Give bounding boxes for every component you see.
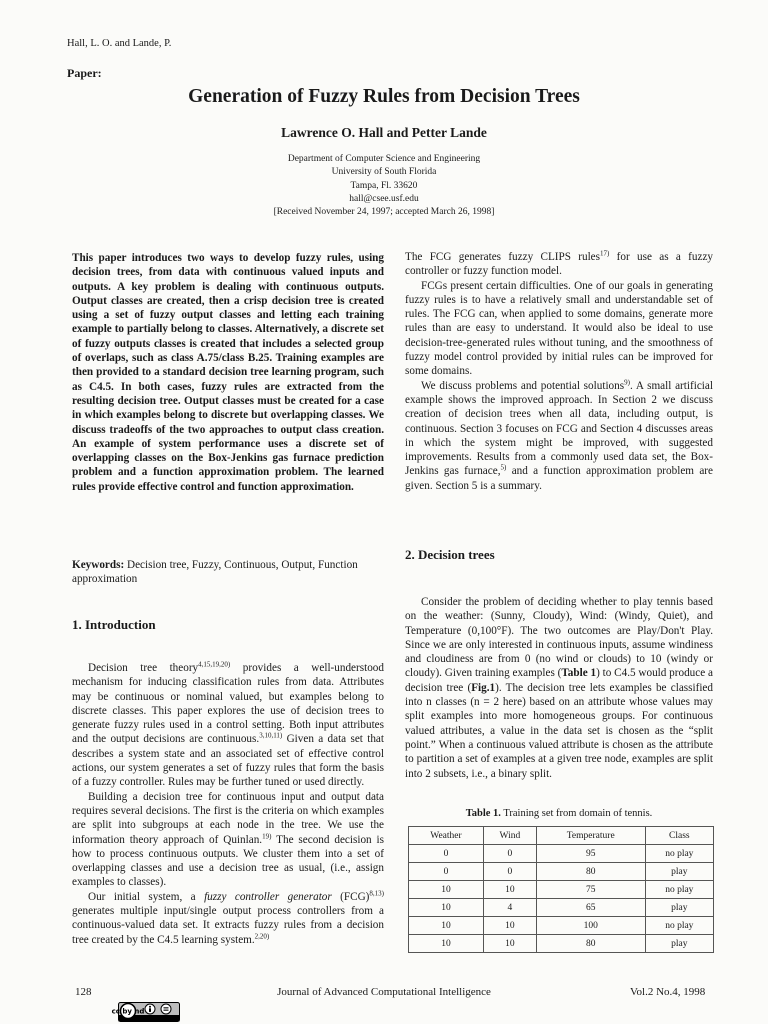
table-cell: play <box>645 899 713 917</box>
figure-reference: Fig.1 <box>471 681 496 694</box>
body-paragraph: FCGs present certain difficulties. One of our goals in generating fuzzy rules is to have a relatively small and understandable set of rules. The FCG can, when applied to some domains, generate more rules than are easy to understand. It would also be ideal to use decision-tree-generated rules without tuning, and the smoothness of fuzzy model control provided by initial rules can be improved for some domains. <box>405 279 713 378</box>
table-cell: 10 <box>483 917 536 935</box>
paper-authors: Lawrence O. Hall and Petter Lande <box>281 125 487 140</box>
table-row <box>409 863 714 881</box>
table-row <box>409 917 714 935</box>
table-cell: play <box>645 935 713 953</box>
citation: 4,15,19,20) <box>198 660 231 669</box>
table-cell: 10 <box>483 935 536 953</box>
citation: 5) <box>500 463 507 472</box>
body-paragraph: Consider the problem of deciding whether to play tennis based on the weather: (Sunny, Cloudy), Wind: (Windy, Quiet), and Temperature (0,100°F). The two outcomes are Play/Don't Play. Since we are only interested in continuous inputs, assume windiness and cloudiness are from 0 (no wind or clouds) to 10 (windy or cloudy). Given training examples (Table 1) to C4.5 would produce a decision tree (Fig.1). The decision tree lets examples be classified into n classes (n = 2 here) based on an attribute whose values may split examples into more homogeneous groups. For continuous valued attributes, a value in the data set is chosen as the “split point.” When a continuous valued attribute is chosen as the attribute to partition a set of examples at a given tree node, examples are split into 2 subsets, i.e., a binary split. <box>405 596 713 780</box>
table-cell: 80 <box>536 863 645 881</box>
table-cell: no play <box>645 917 713 935</box>
cc-license-icon <box>111 1002 180 1022</box>
affiliation-city: Tampa, Fl. 33620 <box>350 180 418 191</box>
section-heading-decision-trees: 2. Decision trees <box>405 547 495 562</box>
table-cell: play <box>645 863 713 881</box>
received-dates: [Received November 24, 1997; accepted March 26, 1998] <box>273 207 495 218</box>
citation: 2,20) <box>254 931 270 940</box>
abstract: This paper introduces two ways to develop fuzzy rules, using decision trees, from data with continuous valued inputs and outputs. A key problem is dealing with continuous outputs. Output classes are created, then a crisp decision tree is created using a set of fuzzy output classes and letting each training example to partially belong to classes. Alternatively, a discrete set of fuzzy outputs classes is created that includes a selected group of overlaps, such as class A.75/class B.25. Training examples are then provided to a standard decision tree learning program, such as C4.5. In both cases, fuzzy rules are extracted from the resulting decision tree. Output classes must be created for a case in which examples belong to discrete but overlapping classes. We discuss tradeoffs of the two approaches to output class creation. An example of system performance uses a discrete set of overlapping classes on the Box-Jenkins gas furnace prediction problem and a function approximation problem. The learned rules provide effective control and function approximation. <box>72 252 384 493</box>
column-header: Weather <box>409 827 484 845</box>
table-caption: Table 1. Training set from domain of tennis. <box>465 808 653 819</box>
decision-trees-body <box>405 595 713 781</box>
cc-badge-text: cc by nd <box>111 1007 145 1016</box>
keywords <box>72 558 384 587</box>
citation: 9) <box>624 377 630 386</box>
column-header: Wind <box>483 827 536 845</box>
table-cell: 65 <box>536 899 645 917</box>
table-cell: 0 <box>483 863 536 881</box>
tennis-training-table <box>408 826 714 953</box>
table-row <box>409 935 714 953</box>
affiliation-email: hall@csee.usf.edu <box>349 193 419 204</box>
affiliation-block <box>0 153 768 219</box>
citation: 8,13) <box>369 889 384 898</box>
journal-name: Journal of Advanced Computational Intelligence <box>277 986 491 998</box>
table-cell: 80 <box>536 935 645 953</box>
table-cell: 10 <box>409 935 484 953</box>
table-cell: 0 <box>409 863 484 881</box>
affiliation-university: University of South Florida <box>331 167 437 178</box>
table-cell: 100 <box>536 917 645 935</box>
table-row <box>409 899 714 917</box>
table-cell: 10 <box>409 899 484 917</box>
page-number: 128 <box>75 986 92 998</box>
paper-label: Paper: <box>67 66 102 80</box>
body-paragraph: We discuss problems and potential solutions$^{9)}$. A small artificial example shows the improved approach. In Section 2 we discuss creation of decision trees when all data, including output, is continuous. Section 3 focuses on FCG and Section 4 discusses areas in which the system might be improved, with suggested improvements. Results from a commonly used data set, the Box-Jenkins gas furnace,$^{5)}$ and a function approximation problem are given. Section 5 is a summary. <box>405 377 713 492</box>
fcg-discussion <box>405 250 713 493</box>
citation: 19) <box>262 831 272 840</box>
section-heading-introduction: 1. Introduction <box>72 617 156 632</box>
table-cell: 95 <box>536 845 645 863</box>
intro-paragraph: Decision tree theory$^{4,15,19,20)}$ provides a well-understood mechanism for inducing classification rules from data. Attributes may be continuous or nominal valued, but examples belong to discrete classes. This paper explores the use of decision trees to generate fuzzy rules used in a control setting. Both input attributes and the output decisions are continuous.$^{3,10,11)}$ Given a data set that describes a system state and an associated set of effective control actions, our system generates a set of fuzzy rules that form the basis of a fuzzy controller. Rules may be further tuned or used directly. <box>72 660 384 789</box>
table-cell: 10 <box>409 881 484 899</box>
body-paragraph: The FCG generates fuzzy CLIPS rules$^{17)}$ for use as a fuzzy controller or fuzzy function model. <box>405 249 714 278</box>
citation: 17) <box>600 249 610 258</box>
table-cell: 0 <box>483 845 536 863</box>
table-cell: no play <box>645 845 713 863</box>
introduction-body <box>72 661 384 947</box>
table-header-row <box>409 827 714 845</box>
column-header: Class <box>645 827 713 845</box>
intro-paragraph: Building a decision tree for continuous input and output data requires several decisions. The first is the criteria on which examples are split into subgroups at each node in the tree. We use the information theory approach of Quinlan.$^{19)}$ The second decision is how to process continuous outputs. We cluster them into a set of overlapping classes and use a decision tree as usual, (i.e., assign examples to classes). <box>72 790 384 889</box>
table-cell: no play <box>645 881 713 899</box>
table-cell: 10 <box>409 917 484 935</box>
table-reference: Table 1 <box>561 667 597 680</box>
citation: 3,10,11) <box>259 731 283 740</box>
table-cell: 0 <box>409 845 484 863</box>
paper-title: Generation of Fuzzy Rules from Decision Trees <box>188 86 580 107</box>
keywords-label: Keywords: <box>72 559 125 571</box>
table-row <box>409 845 714 863</box>
keywords-text: Decision tree, Fuzzy, Continuous, Output, Function approximation <box>72 559 358 586</box>
emphasis: fuzzy controller generator <box>204 890 332 903</box>
affiliation-department: Department of Computer Science and Engineering <box>287 154 481 164</box>
table-cell: 10 <box>483 881 536 899</box>
table-row <box>409 881 714 899</box>
intro-paragraph: Our initial system, a fuzzy controller generator (FCG)$^{8,13)}$ generates multiple input/single output process controllers from a continuous-valued data set. It extracts fuzzy rules from a decision tree created by the C4.5 learning system.$^{2,20)}$ <box>72 889 384 946</box>
volume-info: Vol.2 No.4, 1998 <box>630 986 706 998</box>
table-cell: 4 <box>483 899 536 917</box>
column-header: Temperature <box>536 827 645 845</box>
running-head: Hall, L. O. and Lande, P. <box>67 38 172 49</box>
table-cell: 75 <box>536 881 645 899</box>
